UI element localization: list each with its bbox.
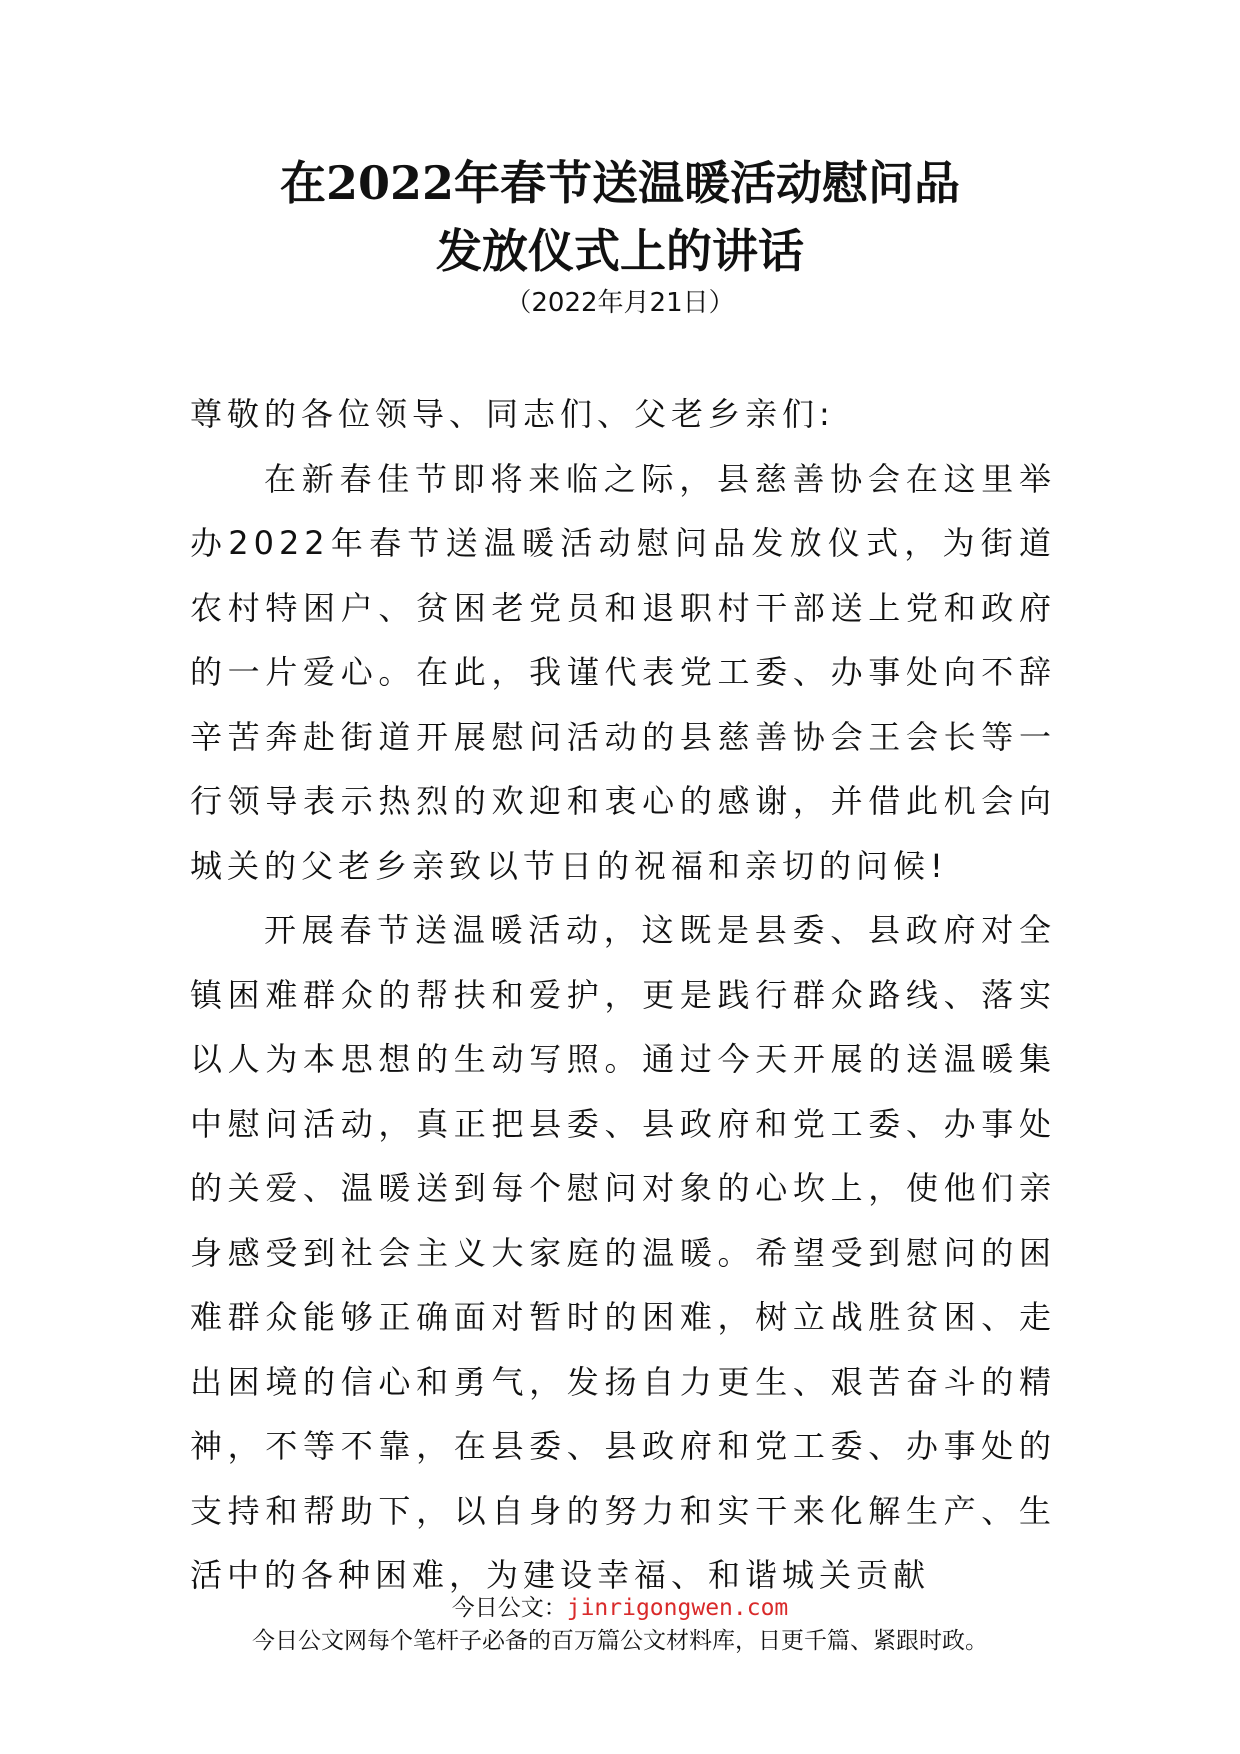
salutation: 尊敬的各位领导、同志们、父老乡亲们: bbox=[190, 395, 835, 433]
document-body bbox=[190, 382, 1056, 1608]
document-title-line2: 发放仪式上的讲话 bbox=[436, 224, 804, 278]
paragraph-2: 开展春节送温暖活动，这既是县委、县政府对全镇困难群众的帮扶和爱护，更是践行群众路线、落实以人为本思想的生动写照。通过今天开展的送温暖集中慰问活动，真正把县委、县政府和党工委、办事处的关爱、温暖送到每个慰问对象的心坎上，使他们亲身感受到社会主义大家庭的温暖。希望受到慰问的困难群众能够正确面对暂时的困难，树立战胜贫困、走出困境的信心和勇气，发扬自力更生、艰苦奋斗的精神，不等不靠，在县委、县政府和党工委、办事处的支持和帮助下，以自身的努力和实干来化解生产、生活中的各种困难，为建设幸福、和谐城关贡献 bbox=[190, 911, 1056, 1594]
footer-site-label: 今日公文： bbox=[451, 1595, 567, 1621]
footer-site-url[interactable]: jinrigongwen.com bbox=[566, 1595, 789, 1621]
footer-site-line bbox=[0, 1593, 1240, 1623]
document-date: （2022年月21日） bbox=[505, 288, 735, 318]
footer-slogan: 今日公文网每个笔杆子必备的百万篇公文材料库，日更千篇、紧跟时政。 bbox=[252, 1628, 988, 1654]
paragraph-1: 在新春佳节即将来临之际，县慈善协会在这里举办2022年春节送温暖活动慰问品发放仪式，为街道农村特困户、贫困老党员和退职村干部送上党和政府的一片爱心。在此，我谨代表党工委、办事处向不辞辛苦奔赴街道开展慰问活动的县慈善协会王会长等一行领导表示热烈的欢迎和衷心的感谢，并借此机会向城关的父老乡亲致以节日的祝福和亲切的问候! bbox=[190, 459, 1056, 885]
document-title-line1: 在2022年春节送温暖活动慰问品 bbox=[279, 156, 961, 210]
